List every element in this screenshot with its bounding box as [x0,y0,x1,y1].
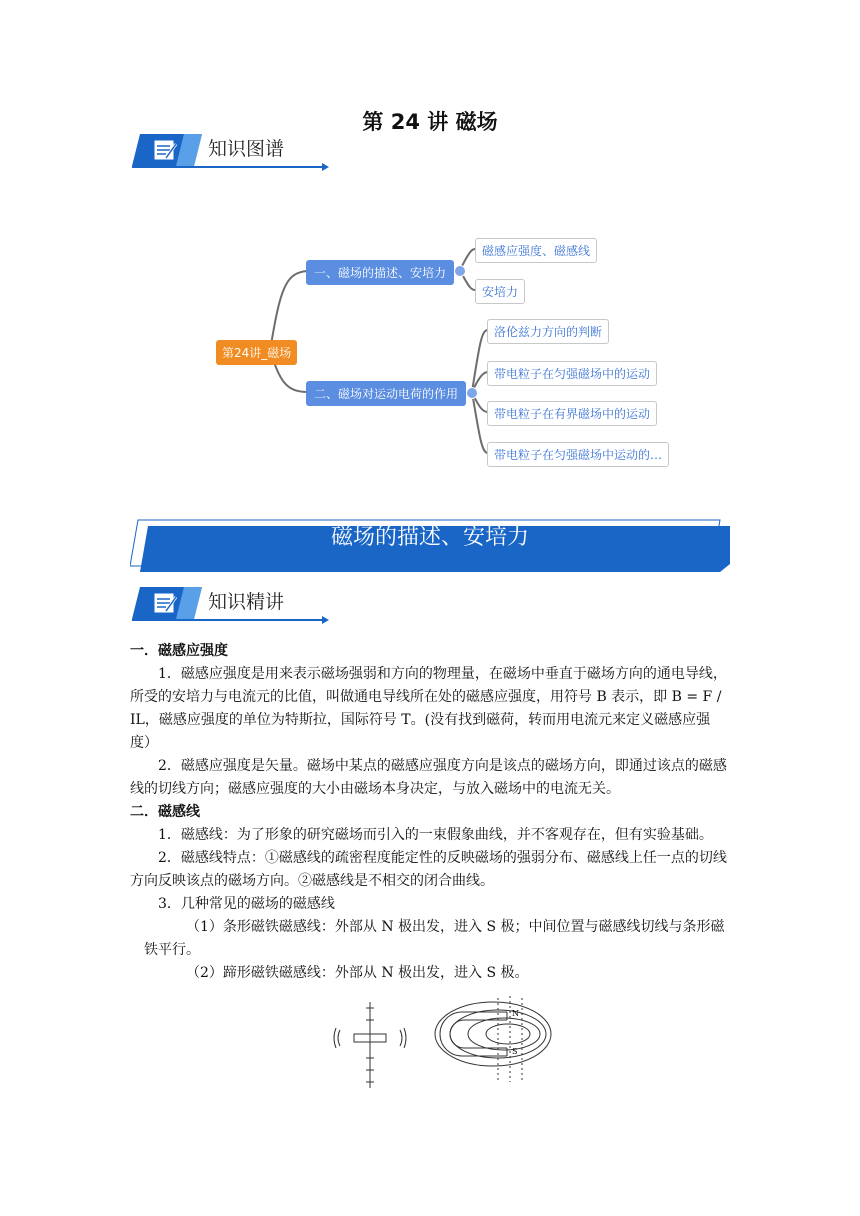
mindmap-leaf: 带电粒子在匀强磁场中运动的… [487,442,669,467]
paragraph: （2）蹄形磁铁磁感线：外部从 N 极出发，进入 S 极。 [186,965,529,981]
arrow-icon [322,616,329,624]
section-header-lecture [132,585,332,625]
mindmap-leaf: 洛伦兹力方向的判断 [487,319,609,344]
notepad-icon [132,587,202,619]
bar-magnet-figure [330,1000,410,1090]
section-label: 知识图谱 [208,138,285,160]
paragraph: 2．磁感应强度是矢量。磁场中某点的磁感应强度方向是该点的磁场方向，即通过该点的磁感线的切线方向；磁感应强度的大小由磁场本身决定，与放入磁场中的电流无关。 [130,758,727,797]
paragraph: （1）条形磁铁磁感线：外部从 N 极出发，进入 S 极；中间位置与磁感线切线与条形磁铁平行。 [144,919,725,958]
paragraph: 3．几种常见的磁场的磁感线 [158,896,335,912]
mindmap-branch-2: 二、磁场对运动电荷的作用 [306,381,466,406]
north-pole-label: N [512,1009,519,1018]
mindmap-leaf: 带电粒子在有界磁场中的运动 [487,401,657,426]
paragraph: 2．磁感线特点：①磁感线的疏密程度能定性的反映磁场的强弱分布、磁感线上任一点的切线方向反映该点的磁场方向。②磁感线是不相交的闭合曲线。 [130,850,727,889]
banner-title: 磁场的描述、安培力 [330,525,529,550]
page-title: 第 24 讲 磁场 [362,110,498,134]
collapse-dot-icon [454,265,466,277]
horseshoe-magnet-figure [432,994,554,1086]
mindmap-leaf: 带电粒子在匀强磁场中的运动 [487,361,657,386]
mindmap-root: 第24讲_磁场 [216,340,297,365]
mindmap-leaf: 磁感应强度、磁感线 [475,238,597,263]
paragraph: 1．磁感线：为了形象的研究磁场而引入的一束假象曲线，并不客观存在，但有实验基础。 [158,827,713,843]
paragraph: 1．磁感应强度是用来表示磁场强弱和方向的物理量，在磁场中垂直于磁场方向的通电导线，所受的安培力与电流元的比值，叫做通电导线所在处的磁感应强度，用符号 B 表示，即 B = F / IL，磁感应强度的单位为特斯拉，国际符号 T。(没有找到磁荷，转而用电流元来定义磁感应强度） [130,666,727,751]
heading-magnetic-induction: 一．磁感应强度 [130,643,228,659]
section-label: 知识精讲 [208,591,285,613]
collapse-dot-icon [466,387,478,399]
mindmap-branch-1: 一、磁场的描述、安培力 [306,260,454,285]
content-body [130,640,730,985]
south-pole-label: S [512,1047,518,1056]
divider [132,619,326,621]
mindmap-leaf: 安培力 [475,279,525,304]
heading-field-lines: 二．磁感线 [130,804,200,820]
